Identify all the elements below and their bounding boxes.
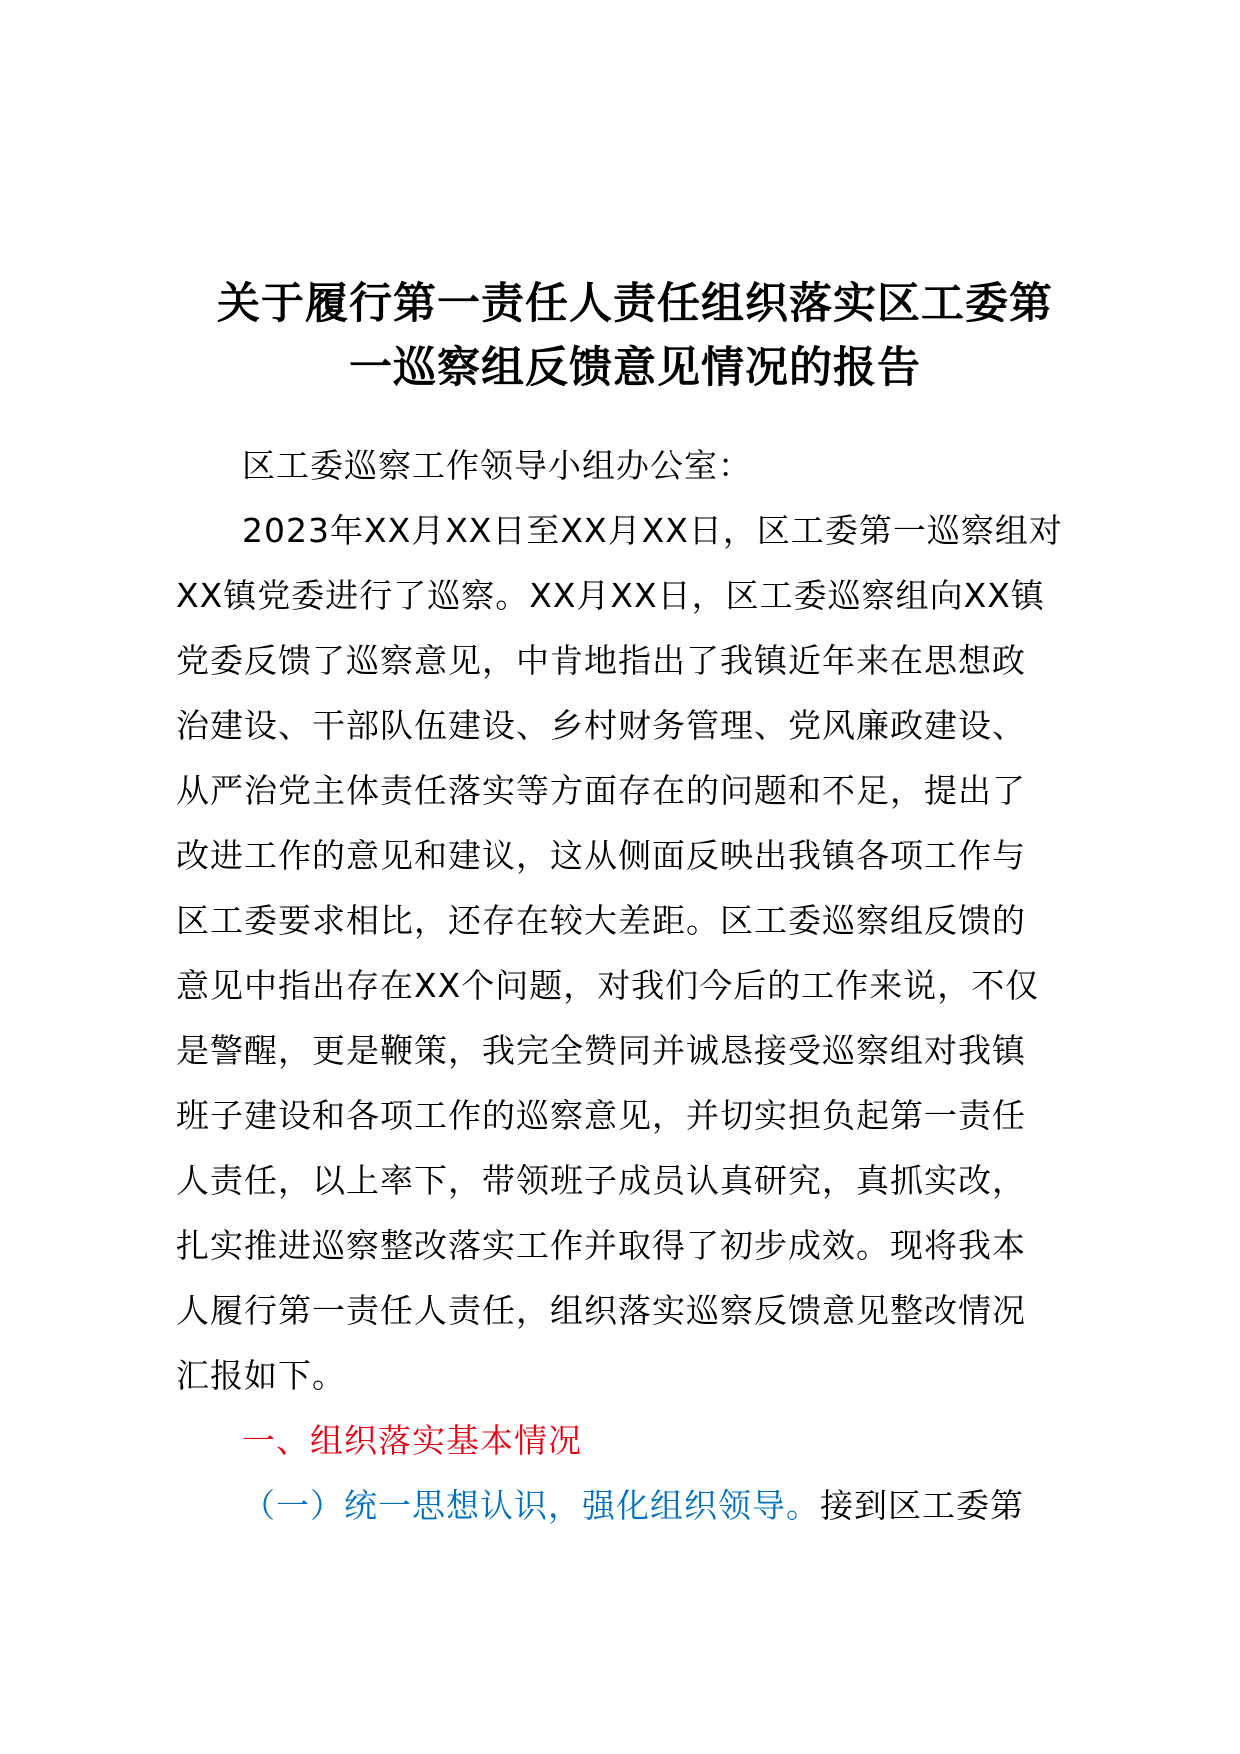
paragraph-line: 2023年XX月XX日至XX月XX日，区工委第一巡察组对 — [242, 511, 1063, 550]
subsection-line — [176, 1473, 1110, 1538]
paragraph-line: 班子建设和各项工作的巡察意见，并切实担负起第一责任 — [176, 1096, 1026, 1135]
paragraph-line: 区工委要求相比，还存在较大差距。区工委巡察组反馈的 — [176, 901, 1026, 940]
subsection-heading: （一）统一思想认识，强化组织领导。 — [242, 1486, 820, 1525]
title-line-2: 一巡察组反馈意见情况的报告 — [349, 343, 921, 393]
paragraph-line: XX镇党委进行了巡察。XX月XX日，区工委巡察组向XX镇 — [176, 576, 1045, 615]
document-body — [176, 433, 1110, 1538]
paragraph-line: 人履行第一责任人责任，组织落实巡察反馈意见整改情况 — [176, 1291, 1026, 1330]
paragraph-line: 改进工作的意见和建议，这从侧面反映出我镇各项工作与 — [176, 836, 1026, 875]
title-line-1: 关于履行第一责任人责任组织落实区工委第 — [217, 279, 1053, 329]
paragraph-line: 扎实推进巡察整改落实工作并取得了初步成效。现将我本 — [176, 1226, 1026, 1265]
paragraph-line: 从严治党主体责任落实等方面存在的问题和不足，提出了 — [176, 771, 1026, 810]
intro-paragraph — [176, 498, 1110, 1408]
paragraph-line: 是警醒，更是鞭策，我完全赞同并诚恳接受巡察组对我镇 — [176, 1031, 1026, 1070]
salutation: 区工委巡察工作领导小组办公室： — [242, 446, 752, 485]
paragraph-line: 人责任，以上率下，带领班子成员认真研究，真抓实改， — [176, 1161, 1026, 1200]
subsection-text: 接到区工委第 — [820, 1486, 1024, 1525]
document-title — [170, 272, 1100, 400]
section-heading: 一、组织落实基本情况 — [242, 1421, 582, 1460]
paragraph-line: 意见中指出存在XX个问题，对我们今后的工作来说，不仅 — [176, 966, 1040, 1005]
paragraph-line: 汇报如下。 — [176, 1356, 346, 1395]
paragraph-line: 治建设、干部队伍建设、乡村财务管理、党风廉政建设、 — [176, 706, 1026, 745]
paragraph-line: 党委反馈了巡察意见，中肯地指出了我镇近年来在思想政 — [176, 641, 1026, 680]
